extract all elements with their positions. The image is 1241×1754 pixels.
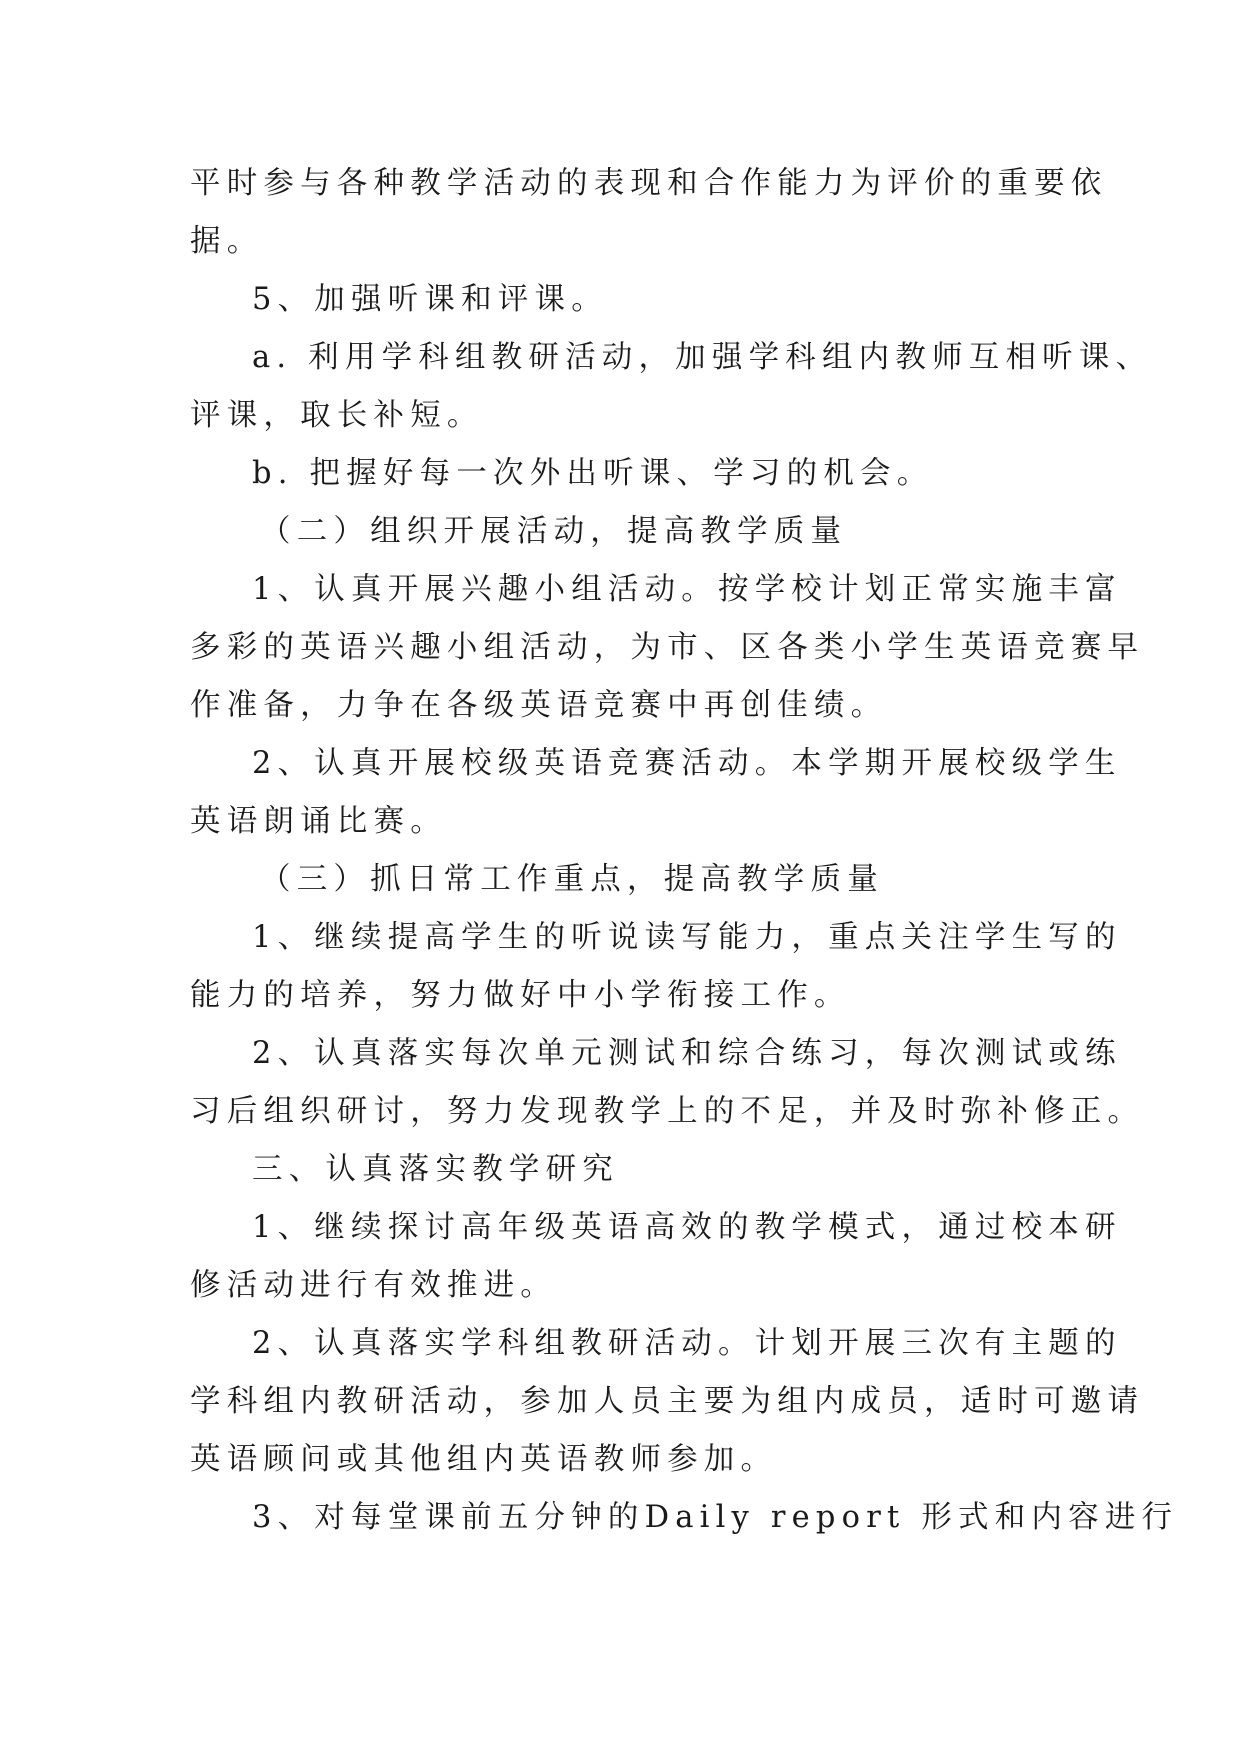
section-heading-3: （三）抓日常工作重点，提高教学质量 [260,862,884,897]
text-line-11: 2、认真开展校级英语竞赛活动。本学期开展校级学生 [252,746,1122,781]
text-line-6: b. 把握好每一次外出听课、学习的机会。 [252,456,934,491]
text-line-19: 1、继续探讨高年级英语高效的教学模式，通过校本研 [252,1210,1122,1245]
text-line-15: 能力的培养，努力做好中小学衔接工作。 [190,978,851,1013]
text-line-16: 2、认真落实每次单元测试和综合练习，每次测试或练 [252,1036,1122,1071]
text-line-21: 2、认真落实学科组教研活动。计划开展三次有主题的 [252,1326,1122,1361]
text-line-2: 据。 [190,224,264,259]
text-line-8: 1、认真开展兴趣小组活动。按学校计划正常实施丰富 [252,572,1122,607]
text-line-22: 学科组内教研活动，参加人员主要为组内成员，适时可邀请 [190,1384,1145,1419]
text-line-17: 习后组织研讨，努力发现教学上的不足，并及时弥补修正。 [190,1094,1145,1129]
text-line-1: 平时参与各种教学活动的表现和合作能力为评价的重要依 [190,166,1108,201]
text-line-10: 作准备，力争在各级英语竞赛中再创佳绩。 [190,688,888,723]
text-line-23: 英语顾问或其他组内英语教师参加。 [190,1442,778,1477]
text-line-5: 评课，取长补短。 [190,398,484,433]
section-heading-three: 三、认真落实教学研究 [252,1152,619,1187]
text-line-4: a. 利用学科组教研活动，加强学科组内教师互相听课、 [252,340,1153,375]
text-line-12: 英语朗诵比赛。 [190,804,447,839]
text-line-14: 1、继续提高学生的听说读写能力，重点关注学生写的 [252,920,1122,955]
section-heading-2: （二）组织开展活动，提高教学质量 [260,514,848,549]
text-line-24: 3、对每堂课前五分钟的Daily report 形式和内容进行 [252,1500,1179,1535]
text-line-3: 5、加强听课和评课。 [252,282,608,317]
text-line-20: 修活动进行有效推进。 [190,1268,557,1303]
text-line-9: 多彩的英语兴趣小组活动，为市、区各类小学生英语竞赛早 [190,630,1145,665]
